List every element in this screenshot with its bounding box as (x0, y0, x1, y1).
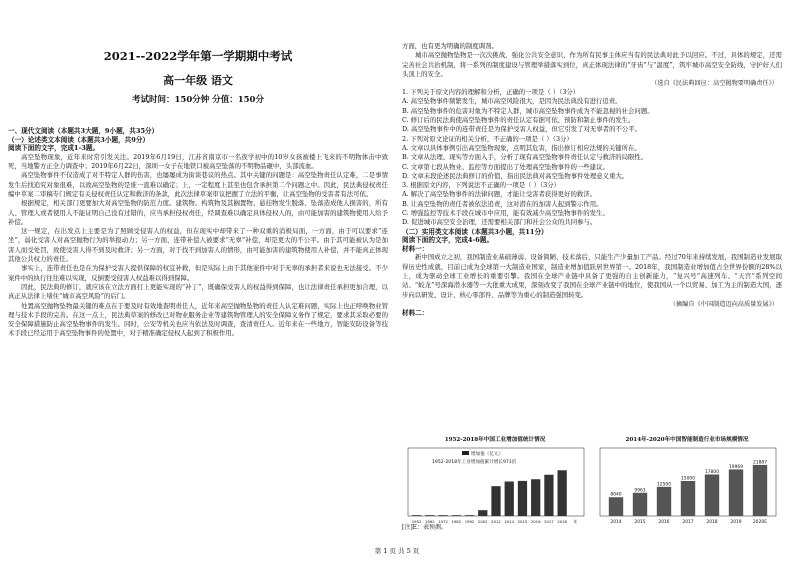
page-footer: 第 1 页 共 5 页 (374, 547, 420, 555)
legend-label: 增加值（亿元） (471, 452, 504, 457)
bar (518, 481, 527, 516)
data-label: 12500 (657, 482, 671, 488)
passage-paragraph: 城市高空抛物坠物是一次次挑战，强化公共安全意识，作为所有民事主体应当有的民法典对此予以回应。不过，具体的规定，还需完善社会共治机制，将一系列的制度建设与管理举措落实到位，真正体现法律的“牙齿”与“温度”，筑牢城市高空安全防线，守护好人们头顶上的安全。 (402, 51, 782, 78)
tick-label: 2002 (477, 519, 488, 524)
bar (633, 493, 647, 516)
passage-paragraph: 高空坠物事件不仅造成了对不特定人群的伤害，也屡屡成为街谈巷议的热点。其中关键的问题是：高空坠物责任认定难，二是事情发生后找追究对象很难，以致高空坠物的是谁一直难以确定；上，一定程度上甚至也包含承担第二个问题之中。因此，民法典侵权责任编中草案二审稿专门规定有关侵权责任认定和救济的条款，此次法律草案审议把握了立法的平衡，让高空坠物的受害者有法可依。 (8, 171, 388, 198)
tick-label: 2019 (730, 520, 742, 525)
chart-industrial-value (402, 437, 588, 529)
bar (531, 479, 540, 516)
exam-title: 2021--2022学年第一学期期中考试 (103, 49, 293, 63)
option: A. 文章以具体事例引出高空坠物现象，点明其危害，指出修订相应法规的关键所在。 (402, 143, 641, 152)
chart-title: 1952-2018年中国工业增加值统计情况 (444, 437, 546, 443)
data-label: 17800 (705, 469, 719, 475)
option: D. 文章末段论述民法典修订的价值，指出民法典对高空坠物事件处理意义重大。 (402, 171, 629, 180)
chart-svg (594, 444, 780, 528)
option: B. 让高空坠物的责任者被依法追责，这对潜在的加害人起到警示作用。 (402, 199, 603, 208)
passage-paragraph: 处置高空抛物坠物最关键的难点在于要及时有效地查明责任人，近年来高空抛物坠物的责任人认定难问题，实际上也正呼唤物业管理与技术手段的完善。在这一点上，民法典草案的修改已对物业服务企业等建筑物管理人的安全保障义务作了规定，要求其采取必要的安全保障措施防止高空坠物事件的发生。同时，公安等机关也应当依法及时调查，查清责任人。近年来在一些地方，智能安防设备等技术手段已经运用于高空坠物事件的处置中，对于精准确定侵权人起到了积极作用。 (8, 301, 388, 338)
tick-label: 1972 (438, 519, 448, 524)
option: D. 高空坠物事件中的连带责任是为保护受害人权益，但它引发了对无辜者的不公平。 (402, 125, 642, 134)
tick-label: 2017 (544, 519, 554, 524)
charts-area (402, 437, 782, 533)
instruction-1: 阅读下面的文字，完成1-3题。 (8, 144, 100, 153)
data-label: 9963 (634, 488, 646, 494)
passage-paragraph: 因此，民法典的修订，就应该在立法方面打上更能实现的“补丁”，既确保受害人的权益得到保障，也让法律责任承担更加合理，以真正从法律上堵住“城市高空风险”的后门。 (8, 282, 388, 301)
material-2-label: 材料二： (402, 308, 429, 317)
tick-label: 1992 (464, 519, 475, 524)
tick-label: 2018 (706, 520, 718, 525)
passage-paragraph: 高空坠物现象，近年来时常引发关注。2019年6月19日，江苏省南京市一名夜学初中的10岁女孩被楼上飞来的不明物体击中致死，当地警方正全力调查中；2019年6月22日，深圳一女子在地铁口被高空坠落的不明物品砸中，头部流血。 (8, 152, 388, 171)
tick-label: 2016 (658, 520, 670, 525)
tick-label: 2015 (517, 519, 528, 524)
option: D. 促进城市高空安全治理，还需要相关部门和社会公众的共同参与。 (402, 218, 597, 227)
legend-swatch (462, 451, 469, 455)
data-label: 19969 (729, 464, 743, 470)
option: C. 增强监控等技术手段在城市中应用，能有效减少高空坠物事件的发生。 (402, 209, 609, 218)
chart-title: 2014年-2020年中国智能制造行业市场规模情况 (625, 437, 749, 443)
inset-annotation: 1952-2018年工业增加值累计增长971倍 (432, 460, 517, 465)
tick-label: 2014 (504, 519, 515, 524)
bar (452, 515, 461, 516)
option: C. 文章第七段从物业、监控等方面提出了处理高空坠物事件的一些建议。 (402, 162, 609, 171)
tick-label: 2014 (610, 520, 622, 525)
option: B. 高空坠物事件的危害对象为不特定人群，城市高空坠物事件成为不能忽视的社会问题。 (402, 106, 654, 115)
bar (681, 481, 695, 516)
question-2: 2. 下列对原文论证的相关分析，不正确的一项是（ ）（3分） (402, 134, 573, 143)
question-1: 1. 下列关于原文内容的理解和分析，正确的一项是（ ）（3分） (402, 88, 580, 97)
subsection-heading-1: （一）论述类文本阅读（本题共3小题，共9分） (8, 135, 150, 144)
option: A. 高空坠物事件频繁发生，城市高空风险很大，是因为民法典没有进行追责。 (402, 97, 622, 106)
source-citation-1: （选自《民法典回应：高空抛物要明确责任》） (651, 80, 778, 88)
bar (491, 486, 500, 516)
bar (505, 482, 514, 517)
section-heading-1: 一、现代文阅读（本题共3大题，9小题，共35分） (8, 127, 159, 135)
tick-label: 年 (573, 519, 578, 524)
grade-subject: 高一年级 语文 (163, 74, 233, 87)
passage-paragraph: 事实上，连带责任也是在为保护受害人提供保障的权宜补救，但是实际上由于其他案件中对于无辜的承担者来说也无法接受。不少案件中的执行往往难以实现，反倒要受侵害人权益难以得到保障。 (8, 264, 388, 282)
bar (558, 470, 567, 516)
left-column (8, 0, 388, 545)
tick-label: 2015 (634, 520, 646, 525)
tick-label: 1952 (411, 519, 422, 524)
data-label: 21887 (753, 460, 767, 466)
tick-label: 1962 (425, 519, 435, 524)
passage-continued: 方面，也有更为明确的制度调剂。 (402, 42, 498, 50)
bar (753, 465, 767, 516)
chart-svg (402, 444, 588, 528)
material-1-label: 材料一： (402, 244, 429, 253)
tick-label: 2017 (682, 520, 694, 525)
exam-info: 考试时间：150分钟 分值：150分 (132, 95, 264, 105)
bar (478, 510, 487, 516)
option: C. 修订后的民法典使高空坠物事件的责任认定有据可依，预防和制止事件的发生。 (402, 116, 635, 125)
bar (425, 515, 434, 516)
chart-note: [注]E：表预测。 (402, 524, 448, 531)
tick-label: 2018 (557, 519, 567, 524)
passage-paragraph: 根据规定，相关部门更要加大对高空坠物的防范力度。建筑物、构筑物及其搁置物、悬挂物发生脱落、坠落造成他人损害的，所有人、管理人或者使用人不能证明自己没有过错的，应当承担侵权责任，经调查难以确定具体侵权人的，由可能加害的建筑物使用人给予补偿。 (8, 199, 388, 226)
tick-label: 2016 (530, 519, 541, 524)
bar (705, 474, 719, 516)
bar (609, 497, 623, 516)
data-label: 8040 (610, 492, 622, 498)
option: A. 解决了高空坠物事件的法律问题，才能让受害者获得更好的救济。 (402, 190, 597, 199)
instruction-2: 阅读下面的文字，完成4-6题。 (402, 236, 494, 245)
bar (544, 475, 553, 516)
bar (729, 469, 743, 516)
bar (412, 515, 421, 516)
subsection-heading-2: （二）实用类文本阅读（本题共3小题，共11分） (402, 227, 548, 236)
passage-paragraph: 这一规定，在出发点上主要是为了照顾受侵害人的权益，但在现实中却带来了一种双重的消极局面，一方面，由于可以要求“连坐”，弱化受害人对高空抛物行为的举报动力；另一方面，连带补偿人被要求“无辜”补偿，却是更大的不公平。由于其可能被认为是加害人而受处罚，致使受害人得不到及时救济；另一方面，对于找不到加害人的情形，由可能加害的建筑物使用人补偿，并不能真正体现其他公共权力的责任。 (8, 227, 388, 264)
tick-label: 1982 (451, 519, 462, 524)
chart-smart-manufacturing (594, 437, 780, 529)
source-citation-2: （摘编自《中国制造迈向高质量发展》） (669, 300, 778, 308)
option: B. 文章从法理、现实等方面入手，分析了现有高空坠物事件责任认定与救济的局限性。 (402, 153, 648, 162)
tick-label: 2012 (491, 519, 501, 524)
question-3: 3. 根据原文内容，下列说法不正确的一项是（ ）（3分） (402, 181, 561, 190)
bar (657, 487, 671, 516)
bar (438, 515, 447, 516)
tick-label: 2020E (753, 520, 767, 525)
bar (465, 515, 474, 516)
data-label: 15000 (681, 476, 695, 482)
material-1-text: 新中国成立之初，我国制造业基础薄弱、设备简陋、技术落后，只能生产少量加工产品。经过70年来持续发展，我国制造业发展取得历史性成就，目前已成为全球第一大制造业国家，制造业增加值跃居世界第一。2018年，我国制造业增加值占全世界份额的28%以上，成为驱动全球工业增长的重要引擎。我国在全球产业链中具备了更强的自主创新能力，“复兴号”高速列车、“天宫”系列空间站、“蛟龙”号深海潜水器等一大批重大成果，深刻改变了我国在全球产业链中的地位，使我国从一个以贸易、加工为主的制造大国，逐步向以研发、设计、核心零部件、品牌等为重心的制造强国转变。 (402, 253, 782, 299)
